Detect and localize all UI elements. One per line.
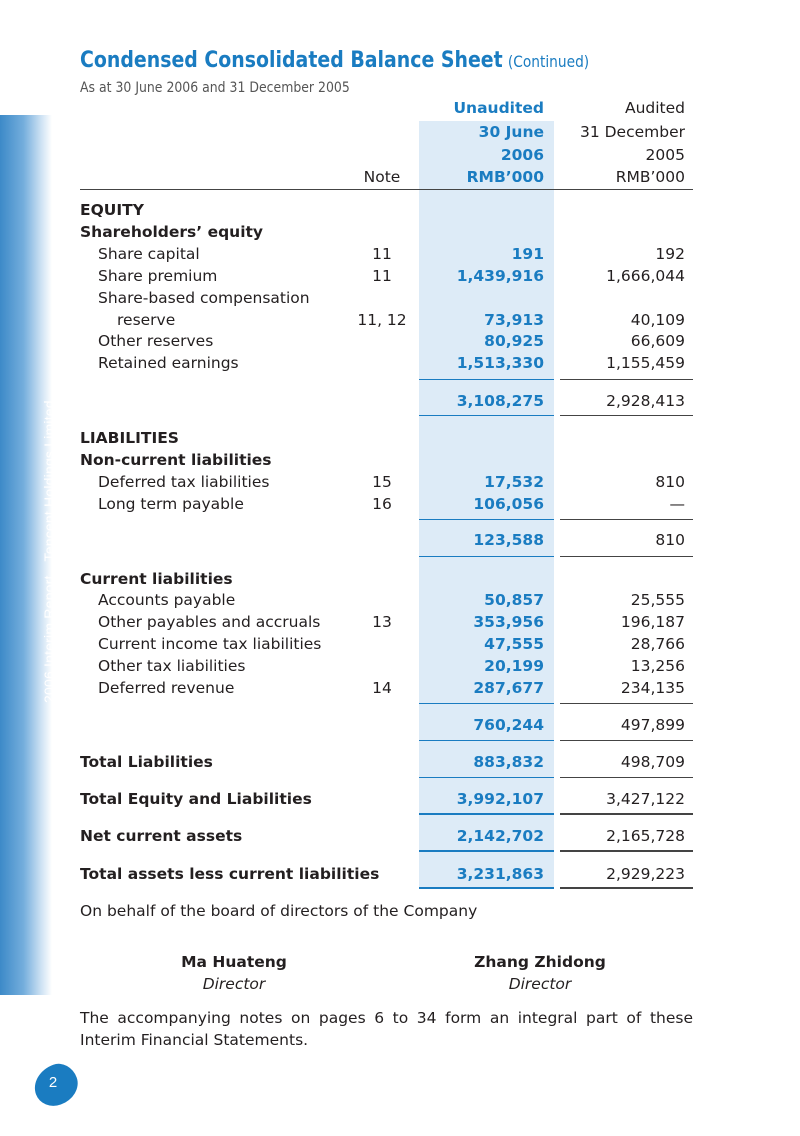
signatory-name: Ma Huateng — [181, 953, 287, 971]
row-audited-value: 810 — [655, 473, 685, 491]
subtotal-rule — [560, 740, 693, 741]
row-unaudited-value: 50,857 — [484, 591, 544, 609]
footnote: The accompanying notes on pages 6 to 34 form an integral part of these Interim Financial Statements. — [80, 1009, 693, 1049]
subtotal-rule — [560, 415, 693, 416]
audited-header: Audited — [624, 99, 685, 117]
row-label: Long term payable — [98, 495, 244, 513]
row-audited-value: 66,609 — [630, 332, 685, 350]
header-rule — [80, 189, 693, 190]
sidebar-report-title: 2006 Interim Report — [41, 575, 57, 703]
total-double-rule — [419, 813, 554, 815]
row-audited-value: 192 — [655, 245, 685, 263]
row-label: reserve — [117, 311, 176, 329]
subtotal-rule — [419, 703, 554, 704]
total-double-rule — [560, 850, 693, 852]
row-label: Non-current liabilities — [80, 451, 272, 469]
total-double-rule — [560, 813, 693, 815]
row-label: EQUITY — [80, 201, 144, 219]
row-label: LIABILITIES — [80, 429, 179, 447]
signatory-title: Director — [508, 975, 572, 993]
row-label: Total Equity and Liabilities — [80, 790, 312, 808]
row-audited-value: 28,766 — [630, 635, 685, 653]
row-unaudited-value: 191 — [511, 245, 544, 263]
row-unaudited-value: 1,513,330 — [456, 354, 544, 372]
subtotal-rule — [560, 379, 693, 380]
total-double-rule — [419, 887, 554, 889]
row-label: Accounts payable — [98, 591, 236, 609]
row-audited-value: 25,555 — [630, 591, 685, 609]
row-unaudited-value: 3,992,107 — [456, 790, 544, 808]
row-audited-value: 810 — [655, 531, 685, 549]
signatory-title: Director — [202, 975, 266, 993]
row-unaudited-value: 80,925 — [484, 332, 544, 350]
row-note: 11 — [372, 245, 392, 263]
row-audited-value: 234,135 — [620, 679, 685, 697]
row-audited-value: 2,928,413 — [606, 392, 685, 410]
page-subtitle: As at 30 June 2006 and 31 December 2005 — [80, 80, 350, 96]
subtotal-rule — [419, 519, 554, 520]
signatory-name: Zhang Zhidong — [474, 953, 606, 971]
row-label: Deferred tax liabilities — [98, 473, 270, 491]
audited-unit: RMB’000 — [615, 168, 685, 186]
unaudited-date-line2: 2006 — [500, 146, 544, 164]
row-unaudited-value: 3,108,275 — [456, 392, 544, 410]
row-label: Share capital — [98, 245, 200, 263]
page-number: 2 — [48, 1074, 58, 1091]
audited-date-line1: 31 December — [579, 123, 685, 141]
row-label: Other payables and accruals — [98, 613, 321, 631]
row-note: 11 — [372, 267, 392, 285]
audited-date-line2: 2005 — [645, 146, 685, 164]
row-unaudited-value: 2,142,702 — [456, 827, 544, 845]
subtotal-rule — [419, 740, 554, 741]
row-unaudited-value: 883,832 — [473, 753, 544, 771]
subtotal-rule — [419, 777, 554, 778]
row-unaudited-value: 106,056 — [473, 495, 544, 513]
row-unaudited-value: 760,244 — [473, 716, 544, 734]
row-label: Current income tax liabilities — [98, 635, 322, 653]
row-note: 15 — [372, 473, 392, 491]
subtotal-rule — [419, 415, 554, 416]
row-label: Total Liabilities — [80, 753, 213, 771]
board-statement: On behalf of the board of directors of the Company — [80, 902, 478, 920]
row-unaudited-value: 17,532 — [484, 473, 544, 491]
row-label: Share premium — [98, 267, 218, 285]
row-label: Other reserves — [98, 332, 214, 350]
unaudited-unit: RMB’000 — [466, 168, 544, 186]
row-audited-value: 13,256 — [630, 657, 685, 675]
row-unaudited-value: 3,231,863 — [456, 865, 544, 883]
row-label: Retained earnings — [98, 354, 239, 372]
subtotal-rule — [419, 379, 554, 380]
row-audited-value: 40,109 — [630, 311, 685, 329]
row-note: 14 — [372, 679, 392, 697]
row-label: Shareholders’ equity — [80, 223, 264, 241]
row-unaudited-value: 353,956 — [473, 613, 544, 631]
row-audited-value: 196,187 — [620, 613, 685, 631]
subtotal-rule — [560, 519, 693, 520]
row-audited-value: 2,929,223 — [606, 865, 685, 883]
row-note: 13 — [372, 613, 392, 631]
row-audited-value: 1,155,459 — [606, 354, 685, 372]
row-audited-value: 2,165,728 — [606, 827, 685, 845]
subtotal-rule — [560, 703, 693, 704]
row-unaudited-value: 123,588 — [473, 531, 544, 549]
subtotal-rule — [560, 556, 693, 557]
page-title-main: Condensed Consolidated Balance Sheet — [80, 48, 503, 73]
row-note: 16 — [372, 495, 392, 513]
row-unaudited-value: 47,555 — [484, 635, 544, 653]
unaudited-date-line1: 30 June — [478, 123, 544, 141]
row-unaudited-value: 287,677 — [473, 679, 544, 697]
row-note: 11, 12 — [357, 311, 407, 329]
page-title — [80, 48, 589, 73]
sidebar-caption — [41, 400, 57, 703]
row-label: Share-based compensation — [98, 289, 310, 307]
row-audited-value: 3,427,122 — [606, 790, 685, 808]
total-double-rule — [419, 850, 554, 852]
row-audited-value: 498,709 — [620, 753, 685, 771]
row-label: Total assets less current liabilities — [80, 865, 380, 883]
page-title-suffix: (Continued) — [507, 52, 590, 71]
row-audited-value: — — [669, 495, 685, 513]
row-label: Current liabilities — [80, 570, 233, 588]
unaudited-header: Unaudited — [453, 99, 544, 117]
row-label: Deferred revenue — [98, 679, 235, 697]
row-unaudited-value: 20,199 — [484, 657, 544, 675]
sidebar-company-name: Tencent Holdings Limited — [41, 400, 57, 562]
row-label: Other tax liabilities — [98, 657, 246, 675]
row-audited-value: 497,899 — [620, 716, 685, 734]
row-label: Net current assets — [80, 827, 243, 845]
row-unaudited-value: 1,439,916 — [456, 267, 544, 285]
subtotal-rule — [419, 556, 554, 557]
row-audited-value: 1,666,044 — [606, 267, 685, 285]
total-double-rule — [560, 887, 693, 889]
note-header: Note — [363, 168, 401, 186]
subtotal-rule — [560, 777, 693, 778]
row-unaudited-value: 73,913 — [484, 311, 544, 329]
